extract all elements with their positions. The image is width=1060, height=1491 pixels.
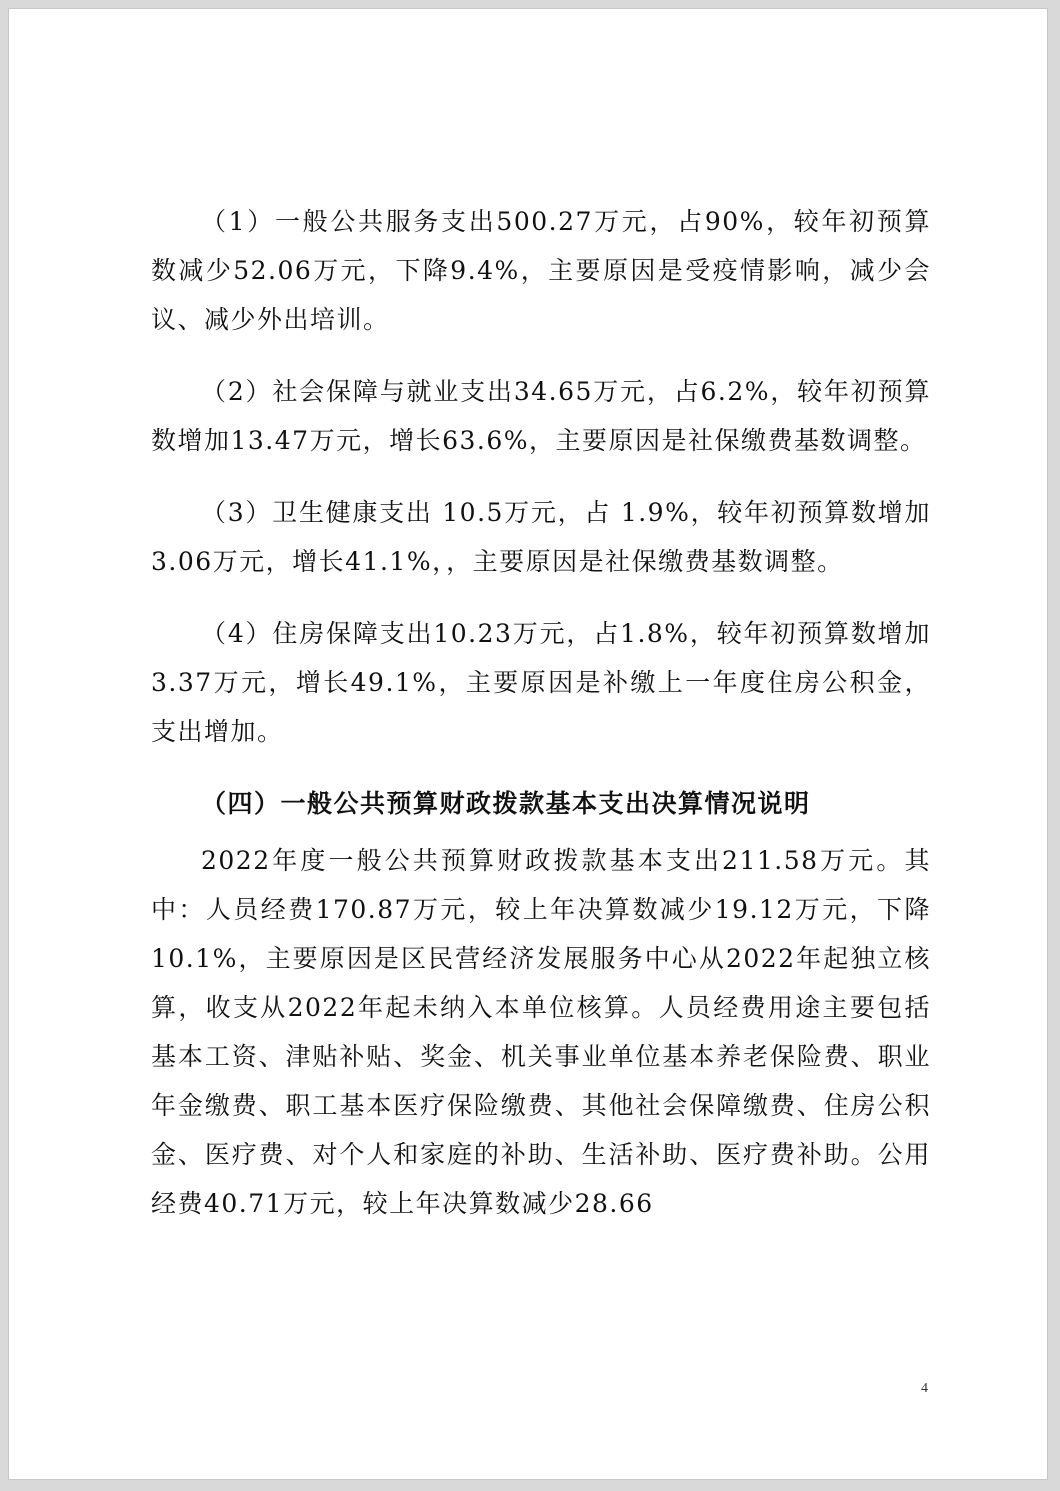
paragraph-health: （3）卫生健康支出 10.5万元，占 1.9%，较年初预算数增加3.06万元，增长41.1%，，主要原因是社保缴费基数调整。 xyxy=(151,498,931,576)
paragraph-general-public-services: （1）一般公共服务支出500.27万元，占90%，较年初预算数减少52.06万元，下降9.4%，主要原因是受疫情影响，减少会议、减少外出培训。 xyxy=(151,207,931,334)
paragraph-housing: （4）住房保障支出10.23万元，占1.8%，较年初预算数增加3.37万元，增长49.1%，主要原因是补缴上一年度住房公积金，支出增加。 xyxy=(151,619,931,746)
paragraph-social-security: （2）社会保障与就业支出34.65万元，占6.2%，较年初预算数增加13.47万元，增长63.6%，主要原因是社保缴费基数调整。 xyxy=(151,377,931,455)
page-number: 4 xyxy=(921,1381,928,1396)
document-body xyxy=(151,197,931,1228)
section-heading: （四）一般公共预算财政拨款基本支出决算情况说明 xyxy=(201,789,811,818)
document-page xyxy=(8,8,1048,1480)
paragraph-basic-expenditure: 2022年度一般公共预算财政拨款基本支出211.58万元。其中：人员经费170.87万元，较上年决算数减少19.12万元，下降10.1%，主要原因是区民营经济发展服务中心从2022年起独立核算，收支从2022年起未纳入本单位核算。人员经费用途主要包括基本工资、津贴补贴、奖金、机关事业单位基本养老保险费、职业年金缴费、职工基本医疗保险缴费、其他社会保障缴费、住房公积金、医疗费、对个人和家庭的补助、生活补助、医疗费补助。公用经费40.71万元，较上年决算数减少28.66 xyxy=(151,846,931,1218)
